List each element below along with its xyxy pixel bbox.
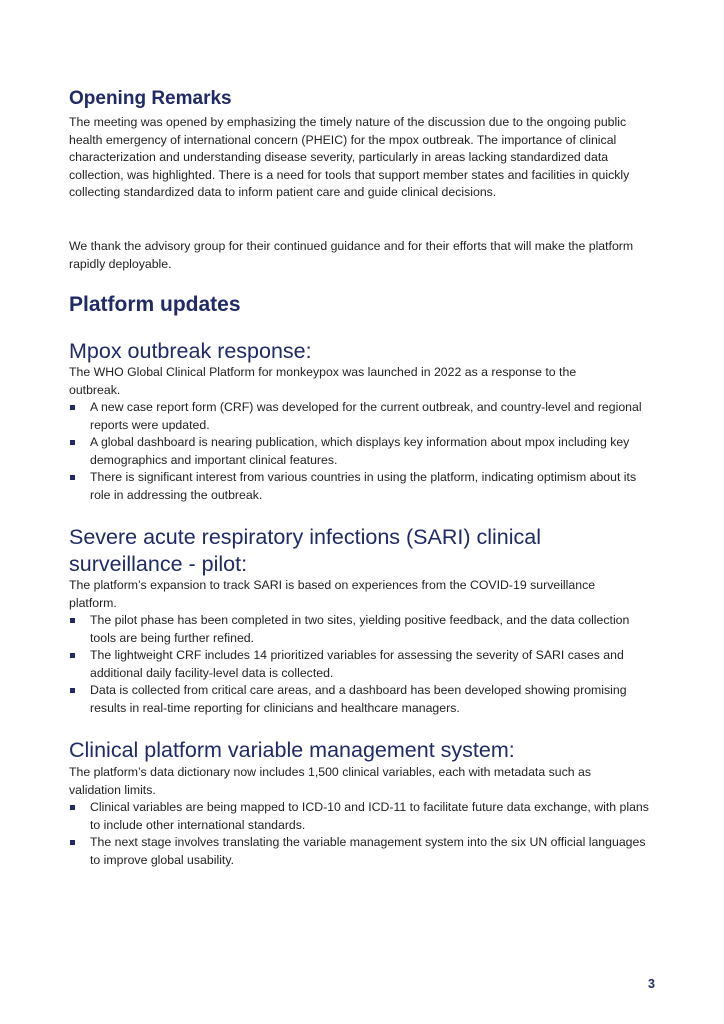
bullet-square-icon	[70, 475, 75, 480]
bullet-square-icon	[70, 440, 75, 445]
list-item-text: A new case report form (CRF) was developed for the current outbreak, and country-level and regional reports were updated.	[90, 400, 642, 432]
list-item	[69, 682, 657, 717]
mpox-bullet-list	[69, 399, 657, 505]
sari-bullet-list	[69, 612, 657, 718]
variable-management-bullet-list	[69, 799, 659, 869]
bullet-square-icon	[70, 618, 75, 623]
bullet-square-icon	[70, 653, 75, 658]
bullet-square-icon	[70, 805, 75, 810]
mpox-heading: Mpox outbreak response:	[69, 339, 312, 363]
variable-management-intro: The platform’s data dictionary now includes 1,500 clinical variables, each with metadata such as validation limits.	[69, 765, 591, 797]
list-item	[69, 799, 659, 834]
list-item	[69, 834, 659, 869]
bullet-square-icon	[70, 688, 75, 693]
platform-updates-heading: Platform updates	[69, 293, 241, 316]
sari-intro: The platform’s expansion to track SARI is based on experiences from the COVID-19 surveillance platform.	[69, 578, 596, 610]
list-item-text: The next stage involves translating the variable management system into the six UN official languages to improve global usability.	[90, 835, 646, 867]
bullet-square-icon	[70, 840, 75, 845]
page-number: 3	[648, 977, 655, 991]
sari-heading: Severe acute respiratory infections (SARI) clinical surveillance - pilot:	[69, 525, 541, 576]
opening-paragraph-1: The meeting was opened by emphasizing the timely nature of the discussion due to the ongoing public health emergency of international concern (PHEIC) for the mpox outbreak. The importance of clinical characterization and understanding disease severity, particularly in areas lacking standardized data collection, was highlighted. There is a need for tools that support member states and facilities in quickly collecting standardized data to inform patient care and guide clinical decisions.	[69, 115, 630, 200]
list-item-text: A global dashboard is nearing publication, which displays key information about mpox including key demographics and important clinical features.	[90, 435, 630, 467]
list-item	[69, 647, 657, 682]
variable-management-heading: Clinical platform variable management system:	[69, 738, 515, 762]
list-item	[69, 612, 657, 647]
list-item-text: The pilot phase has been completed in two sites, yielding positive feedback, and the data collection tools are being further refined.	[90, 613, 630, 645]
list-item	[69, 399, 657, 434]
list-item	[69, 469, 657, 504]
list-item-text: Clinical variables are being mapped to ICD-10 and ICD-11 to facilitate future data exchange, with plans to include other international standards.	[90, 800, 649, 832]
mpox-intro: The WHO Global Clinical Platform for monkeypox was launched in 2022 as a response to the outbreak.	[69, 365, 577, 397]
bullet-square-icon	[70, 405, 75, 410]
list-item-text: There is significant interest from various countries in using the platform, indicating optimism about its role in addressing the outbreak.	[90, 470, 637, 502]
opening-remarks-heading: Opening Remarks	[69, 88, 232, 109]
list-item-text: The lightweight CRF includes 14 prioritized variables for assessing the severity of SARI cases and additional daily facility-level data is collected.	[90, 648, 624, 680]
list-item	[69, 434, 657, 469]
list-item-text: Data is collected from critical care areas, and a dashboard has been developed showing promising results in real-time reporting for clinicians and healthcare managers.	[90, 683, 627, 715]
opening-paragraph-2: We thank the advisory group for their continued guidance and for their efforts that will make the platform rapidly deployable.	[69, 239, 634, 271]
